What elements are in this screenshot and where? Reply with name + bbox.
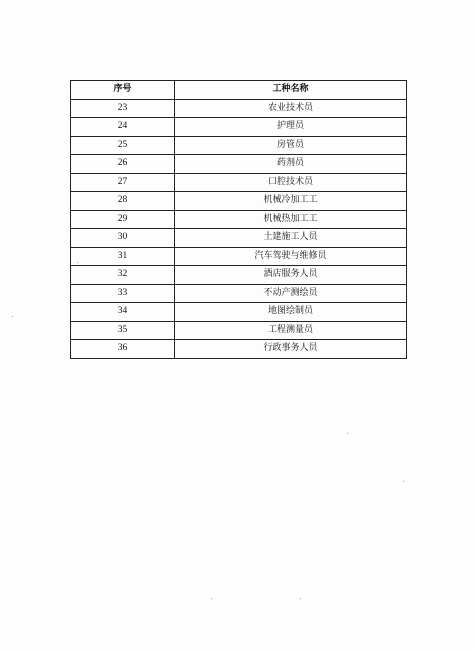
- table-row: [71, 229, 407, 248]
- table-row: [71, 173, 407, 192]
- table-row: [71, 136, 407, 155]
- scan-speck: [403, 481, 404, 482]
- table-row: [71, 210, 407, 229]
- row-number: 24: [71, 118, 175, 137]
- table-row: [71, 99, 407, 118]
- row-number: 36: [71, 340, 175, 359]
- row-job-name: 机械热加工工: [175, 210, 407, 229]
- row-job-name: 酒店服务人员: [175, 266, 407, 285]
- table-row: [71, 321, 407, 340]
- scan-speck: [211, 598, 212, 599]
- table-row: [71, 266, 407, 285]
- row-job-name: 土建施工人员: [175, 229, 407, 248]
- row-job-name: 农业技术员: [175, 99, 407, 118]
- table-row: [71, 118, 407, 137]
- row-job-name: 机械冷加工工: [175, 192, 407, 211]
- row-job-name: 护理员: [175, 118, 407, 137]
- row-job-name: 房管员: [175, 136, 407, 155]
- scan-speck: [347, 433, 348, 434]
- job-types-table: [70, 80, 407, 359]
- row-number: 32: [71, 266, 175, 285]
- row-number: 30: [71, 229, 175, 248]
- row-number: 33: [71, 284, 175, 303]
- row-job-name: 工程测量员: [175, 321, 407, 340]
- row-job-name: 不动产测绘员: [175, 284, 407, 303]
- table-row: [71, 247, 407, 266]
- row-job-name: 行政事务人员: [175, 340, 407, 359]
- row-number: 28: [71, 192, 175, 211]
- row-number: 27: [71, 173, 175, 192]
- row-number: 29: [71, 210, 175, 229]
- table-row: [71, 303, 407, 322]
- row-number: 34: [71, 303, 175, 322]
- row-job-name: 汽车驾驶与维修员: [175, 247, 407, 266]
- scan-speck: [77, 262, 78, 263]
- header-number: 序号: [71, 81, 175, 100]
- row-number: 26: [71, 155, 175, 174]
- row-job-name: 地图绘制员: [175, 303, 407, 322]
- table-row: [71, 284, 407, 303]
- row-number: 23: [71, 99, 175, 118]
- row-number: 35: [71, 321, 175, 340]
- table-header-row: [71, 81, 407, 100]
- row-number: 31: [71, 247, 175, 266]
- row-number: 25: [71, 136, 175, 155]
- row-job-name: 口腔技术员: [175, 173, 407, 192]
- scan-speck: [300, 598, 301, 599]
- header-job-name: 工种名称: [175, 81, 407, 100]
- row-job-name: 药剂员: [175, 155, 407, 174]
- scan-speck: [12, 316, 13, 317]
- table-row: [71, 155, 407, 174]
- table-row: [71, 192, 407, 211]
- table-row: [71, 340, 407, 359]
